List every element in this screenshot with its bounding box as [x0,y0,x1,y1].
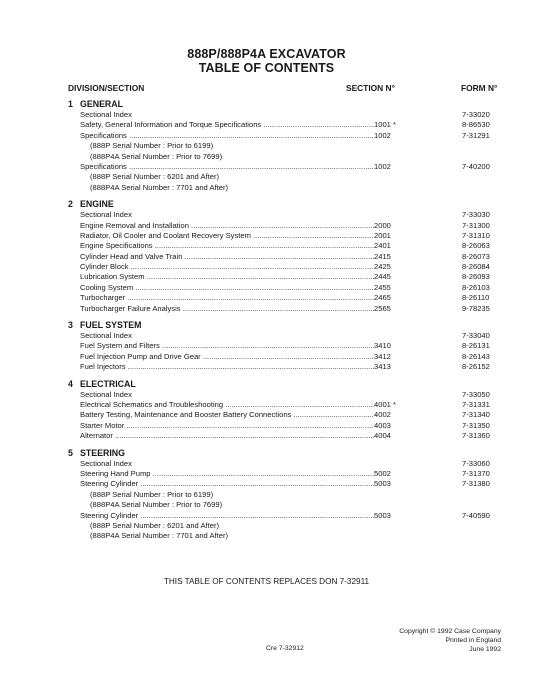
toc-section-number: 4001 * [374,399,396,409]
toc-form-number: 7-31380 [462,479,490,489]
toc-section-number: 3410 [374,341,391,351]
column-header-form: FORM N° [461,83,498,93]
toc-row [68,341,508,351]
toc-entry-title: Engine Specifications ..... [80,241,374,251]
toc-row [68,131,508,141]
toc-section [68,98,508,193]
toc-row [68,410,508,420]
toc-form-number: 7-33060 [462,458,490,468]
serial-number-note: (888P Serial Number : Prior to 6199) [90,489,214,499]
copyright-line: Copyright © 1992 Case Company [399,628,501,635]
section-heading [68,98,508,110]
section-number: 3 [68,320,73,331]
toc-section-number: 2455 [374,282,391,292]
toc-entry-title: Electrical Schematics and Troubleshooting ..... [80,400,374,410]
toc-row [68,459,508,469]
toc-row [68,272,508,282]
toc-entry-title: Fuel Injectors ..... [80,362,374,372]
toc-row [68,231,508,241]
serial-number-note: (888P4A Serial Number : 7701 and After) [90,182,229,192]
toc-row [68,390,508,400]
toc-row [68,210,508,220]
toc-form-number: 7-31331 [462,399,490,409]
toc-form-number: 8-26084 [462,262,490,272]
toc-entry-title: Radiator, Oil Cooler and Coolant Recovery System ..... [80,231,374,241]
toc-form-number: 7-33050 [462,389,490,399]
toc-row [68,283,508,293]
toc-row [68,352,508,362]
copyright-block [399,627,501,654]
toc-row [68,469,508,479]
document-subtitle: TABLE OF CONTENTS [198,61,335,75]
printed-in-line: Printed in England [445,637,501,644]
toc-row [68,120,508,130]
toc-row [68,110,508,120]
toc-form-number: 8-86530 [462,120,490,130]
serial-number-note: (888P4A Serial Number : Prior to 7699) [90,500,223,510]
toc-form-number: 7-33030 [462,210,490,220]
toc-entry-title: Fuel System and Filters ..... [80,341,374,351]
toc-section-number: 2425 [374,262,391,272]
toc-form-number: 7-31291 [462,130,490,140]
toc-form-number: 8-26103 [462,282,490,292]
toc-form-number: 8-26073 [462,251,490,261]
toc-entry-title: Steering Hand Pump ..... [80,469,374,479]
serial-number-note: (888P4A Serial Number : Prior to 7699) [90,151,223,161]
toc-entry-title: Lubrication System ..... [80,272,374,282]
toc-section-number: 1001 * [374,120,396,130]
section-number: 1 [68,99,73,109]
toc-section-number: 2465 [374,293,391,303]
section-name: STEERING [80,447,125,458]
toc-form-number: 7-31370 [462,468,490,478]
toc-row [68,252,508,262]
toc-row [68,331,508,341]
toc-row [68,431,508,441]
toc-section-number: 1002 [374,161,391,171]
toc-form-number: 7-31310 [462,230,490,240]
serial-number-note: (888P Serial Number : Prior to 6199) [90,141,214,151]
toc-section [68,378,508,442]
toc-row [68,293,508,303]
toc-form-number: 8-26063 [462,241,490,251]
toc-form-number: 7-31360 [462,431,490,441]
toc-entry-title: Turbocharger Failure Analysis ..... [80,304,374,314]
toc-section-number: 2565 [374,303,391,313]
toc-section-number: 4003 [374,420,391,430]
toc-entry-title: Engine Removal and Installation ..... [80,221,374,231]
toc-entry-title: Starter Motor ..... [80,421,374,431]
date-line: June 1992 [469,646,501,653]
toc-section-number: 4002 [374,410,391,420]
section-name: ENGINE [80,199,114,210]
section-heading [68,447,508,459]
section-name: ELECTRICAL [80,378,136,389]
toc-row [68,421,508,431]
section-name: FUEL SYSTEM [80,320,142,331]
toc-section-number: 2401 [374,241,391,251]
toc-row [68,241,508,251]
toc-form-number: 7-31300 [462,220,490,230]
toc-entry-title: Steering Cylinder ..... [80,511,374,521]
toc-section-number: 2000 [374,220,391,230]
toc-form-number: 8-26093 [462,272,490,282]
toc-row [68,162,508,172]
toc-row [68,362,508,372]
serial-number-note: (888P Serial Number : 6201 and After) [90,172,220,182]
toc-row [68,262,508,272]
serial-number-note: (888P Serial Number : 6201 and After) [90,520,220,530]
toc-entry-title: Fuel Injection Pump and Drive Gear ..... [80,352,374,362]
section-number: 5 [68,447,73,458]
toc-row [68,479,508,489]
toc-entry-title: Specifications ..... [80,162,374,172]
toc-row [68,221,508,231]
toc-form-number: 8-26152 [462,362,490,372]
toc-entry-title: Specifications ..... [80,131,374,141]
toc-row [68,400,508,410]
section-heading [68,378,508,390]
toc-form-number: 7-33040 [462,331,490,341]
section-heading [68,319,508,331]
toc-entry-title: Sectional Index [80,331,132,341]
document-title: 888P/888P4A EXCAVATOR [187,47,346,61]
toc-section [68,198,508,314]
toc-entry-title: Steering Cylinder ..... [80,479,374,489]
section-number: 2 [68,199,73,210]
toc-entry-title: Sectional Index [80,389,132,399]
column-header-section: SECTION N° [346,83,395,93]
table-of-contents [68,98,508,547]
toc-section [68,319,508,373]
toc-form-number: 8-26110 [462,293,490,303]
document-code: Cre 7-32912 [266,645,304,652]
toc-section-number: 2001 [374,230,391,240]
toc-section [68,447,508,542]
section-name: GENERAL [80,99,124,109]
toc-form-number: 7-31350 [462,420,490,430]
toc-section-number: 5003 [374,479,391,489]
toc-section-number: 3413 [374,362,391,372]
toc-section-number: 5002 [374,468,391,478]
section-number: 4 [68,378,73,389]
toc-section-number: 4004 [374,431,391,441]
replaces-note: THIS TABLE OF CONTENTS REPLACES DON 7-32911 [163,577,370,586]
toc-row [68,511,508,521]
toc-entry-title: Cooling System ..... [80,283,374,293]
toc-form-number: 7-33020 [462,110,490,119]
section-heading [68,198,508,210]
toc-section-number: 5003 [374,510,391,520]
toc-form-number: 7-40590 [462,510,490,520]
toc-entry-title: Cylinder Block ..... [80,262,374,272]
toc-entry-title: Safety, General Information and Torque Specifications ..... [80,120,374,130]
column-header-division: DIVISION/SECTION [68,83,145,93]
toc-entry-title: Sectional Index [80,458,132,468]
toc-section-number: 2415 [374,251,391,261]
toc-section-number: 2445 [374,272,391,282]
toc-form-number: 8-26143 [462,351,490,361]
toc-form-number: 8-26131 [462,341,490,351]
toc-section-number: 1002 [374,130,391,140]
toc-form-number: 7-31340 [462,410,490,420]
toc-entry-title: Sectional Index [80,110,132,119]
toc-entry-title: Battery Testing, Maintenance and Booster Battery Connections ..... [80,410,374,420]
toc-form-number: 9-78235 [462,303,490,313]
toc-entry-title: Alternator ..... [80,431,374,441]
toc-entry-title: Turbocharger ..... [80,293,374,303]
toc-entry-title: Cylinder Head and Valve Train ..... [80,252,374,262]
toc-row [68,304,508,314]
toc-section-number: 3412 [374,351,391,361]
serial-number-note: (888P4A Serial Number : 7701 and After) [90,531,229,541]
toc-form-number: 7-40200 [462,161,490,171]
toc-entry-title: Sectional Index [80,210,132,220]
